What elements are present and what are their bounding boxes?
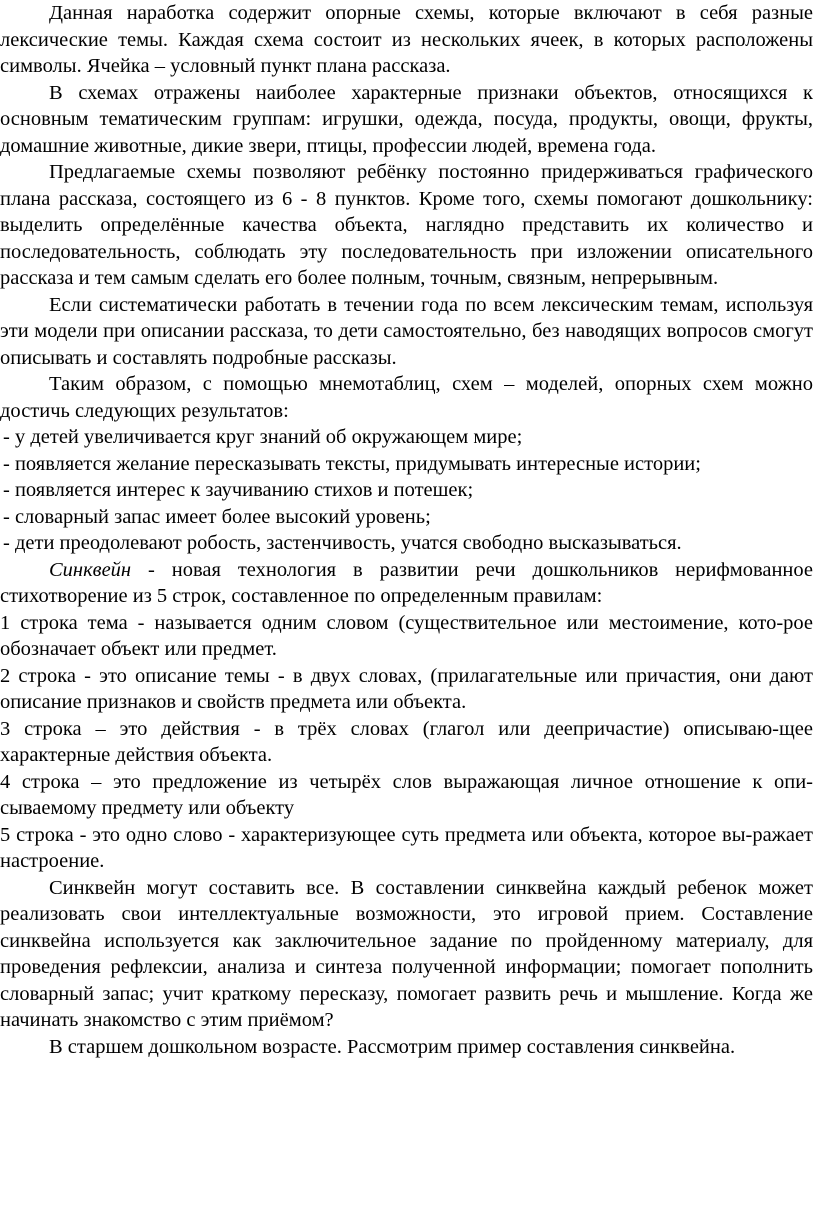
list-item: - появляется интерес к заучиванию стихов и потешек;: [3, 479, 474, 501]
sinkvein-rules: [0, 610, 813, 875]
sinkvein-definition-text: - новая технология в развитии речи дошкольников нерифмованное стихотворение из 5 строк, составленное по определенным правилам:: [0, 558, 813, 607]
list-item: - словарный запас имеет более высокий уровень;: [3, 505, 431, 528]
results-list: [0, 424, 813, 557]
paragraph-intro: Данная наработка содержит опорные схемы, которые включают в себя разные лексические темы. Каждая схема состоит из нескольких ячеек, в которых расположены символы. Ячейка – условный пункт плана рассказа.: [0, 2, 813, 77]
paragraph-themes: В схемах отражены наиболее характерные признаки объектов, относящихся к основным тематическим группам: игрушки, одежда, посуда, продукты, овощи, фрукты, домашние животные, дикие звери, птицы, профессии людей, времена года.: [0, 81, 813, 157]
rule-line-3: 3 строка – это действия - в трёх словах (глагол или деепричастие) описываю-щее характерные действия объекта.: [0, 717, 813, 766]
rule-line-1: 1 строка тема - называется одним словом (существительное или местоимение, кото-рое обозначает объект или предмет.: [0, 611, 813, 660]
rule-line-2: 2 строка - это описание темы - в двух словах, (прилагательные или причастия, они дают описание признаков и свойств предмета или объекта.: [0, 664, 813, 713]
sinkvein-term: Синквейн: [49, 558, 132, 581]
paragraph-systematic: Если систематически работать в течении года по всем лексическим темам, используя эти модели при описании рассказа, то дети самостоятельно, без наводящих вопросов смогут описывать и составлять подробные рассказы.: [0, 293, 813, 369]
paragraph-schemes: Предлагаемые схемы позволяют ребёнку постоянно придерживаться графического плана рассказа, состоящего из 6 - 8 пунктов. Кроме того, схемы помогают дошкольнику: выделить определённые качества объекта, наглядно представить их количество и последовательность, соблюдать эту последовательность при изложении описательного рассказа и тем самым сделать его более полным, точным, связным, непрерывным.: [0, 161, 813, 289]
paragraph-example-intro: В старшем дошкольном возрасте. Рассмотрим пример составления синквейна.: [49, 1035, 736, 1058]
paragraph-results-intro: Таким образом, с помощью мнемотаблиц, схем – моделей, опорных схем можно достичь следующих результатов:: [0, 373, 813, 422]
list-item: - дети преодолевают робость, застенчивость, учатся свободно высказываться.: [3, 532, 682, 554]
rule-line-5: 5 строка - это одно слово - характеризующее суть предмета или объекта, которое вы-ражает настроение.: [0, 823, 813, 872]
list-item: - появляется желание пересказывать тексты, придумывать интересные истории;: [3, 452, 701, 475]
list-item: - у детей увеличивается круг знаний об окружающем мире;: [3, 426, 523, 448]
rule-line-4: 4 строка – это предложение из четырёх слов выражающая личное отношение к опи-сываемому предмету или объекту: [0, 770, 813, 819]
paragraph-closing: Синквейн могут составить все. В составлении синквейна каждый ребенок может реализовать свои интеллектуальные возможности, это игровой прием. Составление синквейна используется как заключительное задание по пройденному материалу, для проведения рефлексии, анализа и синтеза полученной информации; помогает пополнить словарный запас; учит краткому пересказу, помогает развить речь и мышление. Когда же начинать знакомство с этим приёмом?: [0, 876, 813, 1031]
paragraph-sinkvein-definition: [0, 557, 813, 610]
